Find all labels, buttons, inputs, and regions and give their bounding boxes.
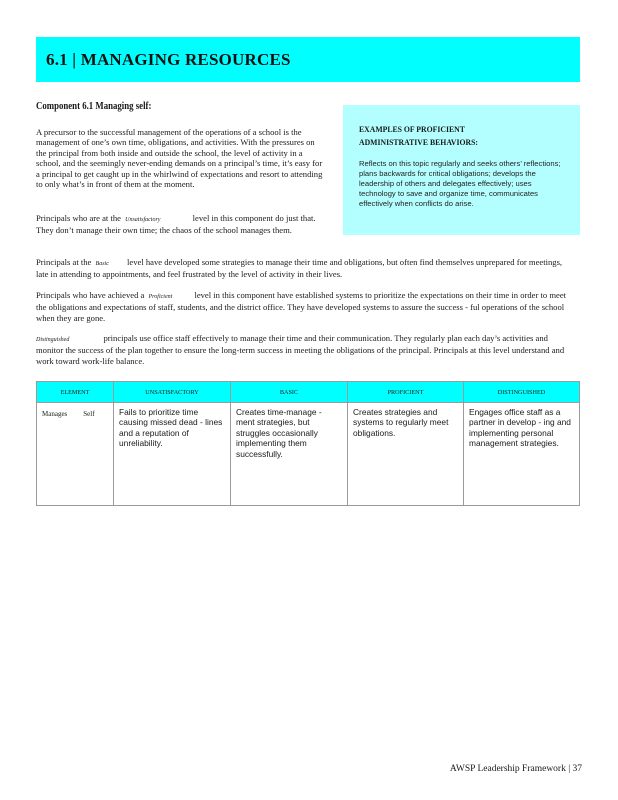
column-header: ELEMENT (37, 382, 114, 403)
element-cell (37, 403, 114, 506)
distinguished-paragraph (36, 333, 576, 366)
element-word: Manages (42, 410, 68, 418)
sidebar-text: Reflects on this topic regularly and seeks others’ reflections; plans backwards for critical obligations; develops the leadership of others and delegates effectively; uses technology to save and organize time, communicates effectively when conflicts do arise. (359, 159, 561, 208)
paragraph-text: principals use office staff effectively to manage their time and their communication. They regularly plan each day’s activities and monitor the success of the plan together to ensure the long-term success in meeting the obligations of the principal. Principals at this level understand and work toward work-life balance. (36, 333, 565, 366)
paragraph-text: Principals who are at the (36, 213, 121, 223)
table-row (37, 403, 580, 506)
sidebar-heading-line: EXAMPLES OF PROFICIENT (359, 124, 465, 134)
page-title: 6.1 | MANAGING RESOURCES (46, 49, 291, 69)
paragraph-text: level in this component do just that. They don’t manage their own time; the chaos of the school manages them. (36, 213, 316, 236)
section-banner (36, 37, 580, 82)
level-term: Proficient (148, 294, 173, 300)
unsatisfactory-paragraph (36, 213, 326, 236)
paragraph-text: Principals at the (36, 257, 92, 267)
sidebar-heading (359, 123, 544, 149)
proficient-examples-box (343, 105, 580, 235)
unsatisfactory-cell: Fails to prioritize time causing missed dead - lines and a reputation of unreliability. (114, 403, 231, 506)
level-term: Basic (95, 261, 109, 267)
table-header-row (37, 382, 580, 403)
paragraph-text: Principals who have achieved a (36, 290, 145, 300)
level-term: Unsatisfactory (125, 217, 161, 223)
column-header: UNSATISFACTORY (114, 382, 231, 403)
intro-paragraph: A precursor to the successful management of the operations of a school is the management of one’s own time, obligations, and activities. With the pressures on the principal from both inside and outside the school, the level of activity in a school, and the seemingly never-ending demands on a principal’s time, it’s easy for a principal to get caught up in the whirlwind of expectations and resort to attending to only what’s in front of them at the moment. (36, 127, 323, 190)
rubric-table (36, 381, 580, 506)
paragraph-text: level in this component have established systems to prioritize the expectations on their time in order to meet the obligations and expectations of staff, students, and the district office. They have developed systems to assure the success - ful operations of the school when they are gone. (36, 290, 567, 323)
sidebar-heading-line: ADMINISTRATIVE BEHAVIORS: (359, 137, 478, 147)
paragraph-text: level have developed some strategies to manage their time and obligations, but often find themselves unprepared for meetings, late in attending to appointments, and feel frustrated by the level of activity in their lives. (36, 257, 563, 280)
column-header: BASIC (231, 382, 348, 403)
component-heading: Component 6.1 Managing self: (36, 101, 152, 112)
basic-cell: Creates time-manage - ment strategies, but struggles occasionally implementing them successfully. (231, 403, 348, 506)
column-header: PROFICIENT (348, 382, 464, 403)
level-term: Distinguished (36, 337, 70, 343)
basic-paragraph (36, 257, 576, 280)
element-word: Self (83, 410, 95, 418)
distinguished-cell: Engages office staff as a partner in develop - ing and implementing personal management strategies. (464, 403, 580, 506)
column-header: DISTINGUISHED (464, 382, 580, 403)
page-footer: AWSP Leadership Framework | 37 (449, 764, 582, 774)
proficient-cell: Creates strategies and systems to regularly meet obligations. (348, 403, 464, 506)
proficient-paragraph (36, 290, 578, 323)
